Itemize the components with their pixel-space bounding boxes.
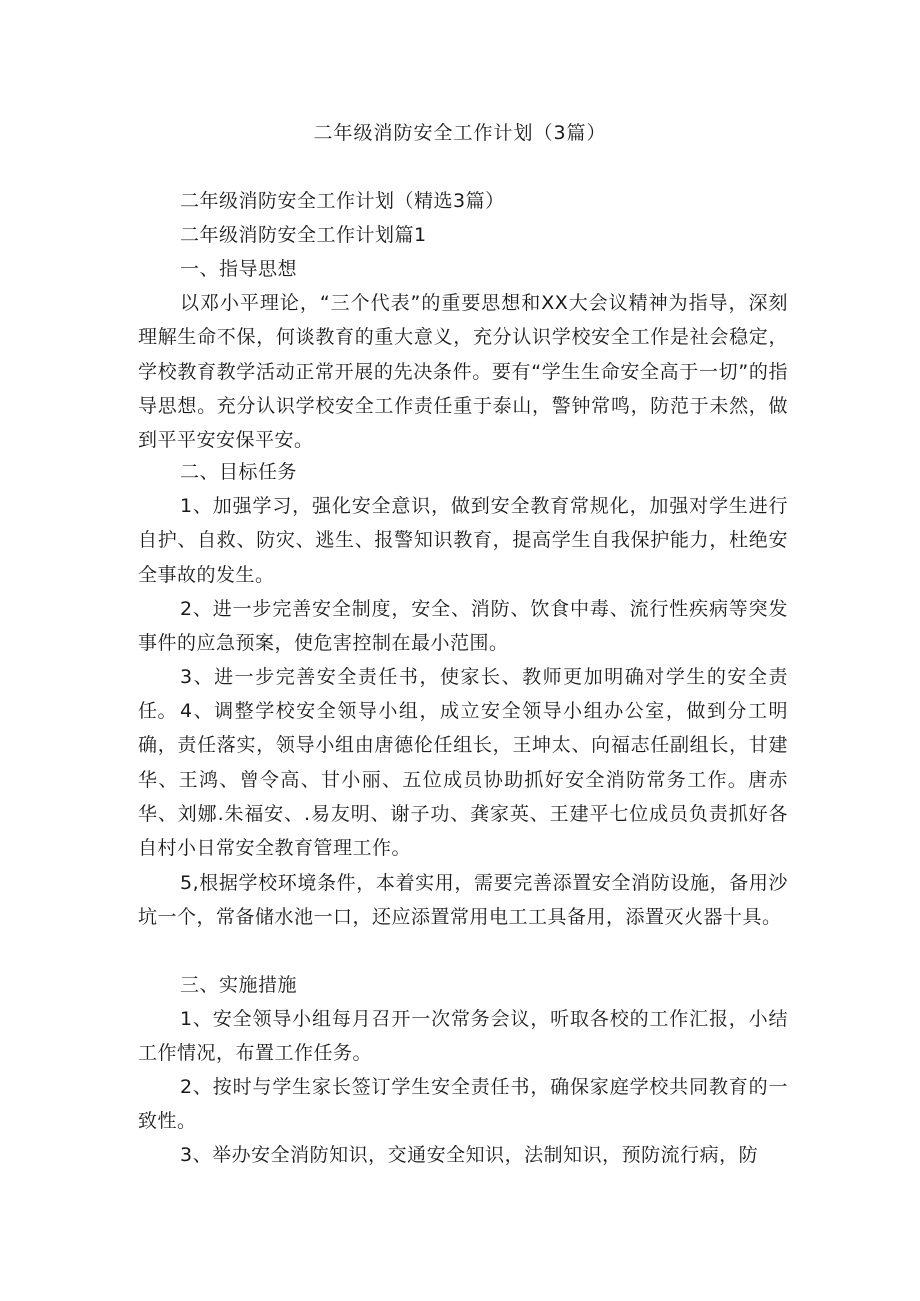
- heading-goals: 二、目标任务: [180, 461, 298, 483]
- paragraph-guiding-ideology: 以邓小平理论，“三个代表”的重要思想和XX大会议精神为指导，深刻理解生命不保，何谈教育的重大意义，充分认识学校安全工作是社会稳定，学校教育教学活动正常开展的先决条件。要有“学生生命安全高于一切”的指导思想。充分认识学校安全工作责任重于泰山，警钟常鸣，防范于未然，做到平平安安保平安。: [138, 292, 788, 452]
- subtitle-paragraph: 二年级消防安全工作计划（精选3篇）: [180, 190, 505, 212]
- heading-guiding-ideology: 一、指导思想: [180, 258, 298, 280]
- paragraph-goal-3: 3、进一步完善安全责任书，使家长、教师更加明确对学生的安全责任。: [138, 666, 788, 723]
- document-title: 二年级消防安全工作计划（3篇）: [313, 122, 607, 144]
- paragraph-measure-2: 2、按时与学生家长签订学生安全责任书，确保家庭学校共同教育的一致性。: [138, 1076, 788, 1133]
- paragraph-goal-5: 5,根据学校环境条件，本着实用，需要完善添置安全消防设施，备用沙坑一个，常备储水池一口，还应添置常用电工工具备用，添置灭火器十具。: [138, 872, 788, 929]
- section-heading-part1: 二年级消防安全工作计划篇1: [180, 224, 427, 246]
- paragraph-measure-1: 1、安全领导小组每月召开一次常务会议，听取各校的工作汇报，小结工作情况，布置工作任务。: [138, 1008, 788, 1065]
- paragraph-goal-1: 1、加强学习，强化安全意识，做到安全教育常规化，加强对学生进行自护、自救、防灾、逃生、报警知识教育，提高学生自我保护能力，杜绝安全事故的发生。: [138, 495, 788, 586]
- paragraph-measure-3: 3、举办安全消防知识，交通安全知识，法制知识，预防流行病，防: [180, 1144, 759, 1166]
- paragraph-goal-4: 4、调整学校安全领导小组，成立安全领导小组办公室，做到分工明确，责任落实，领导小组由唐德伦任组长，王坤太、向福志任副组长，甘建华、王鸿、曾令高、甘小丽、五位成员协助抓好安全消防常务工作。唐赤华、刘娜.朱福安、.易友明、谢子功、龚家英、王建平七位成员负责抓好各自村小日常安全教育管理工作。: [138, 700, 788, 860]
- paragraph-goal-2: 2、进一步完善安全制度，安全、消防、饮食中毒、流行性疾病等突发事件的应急预案，使危害控制在最小范围。: [138, 598, 788, 655]
- heading-measures: 三、实施措施: [180, 974, 298, 996]
